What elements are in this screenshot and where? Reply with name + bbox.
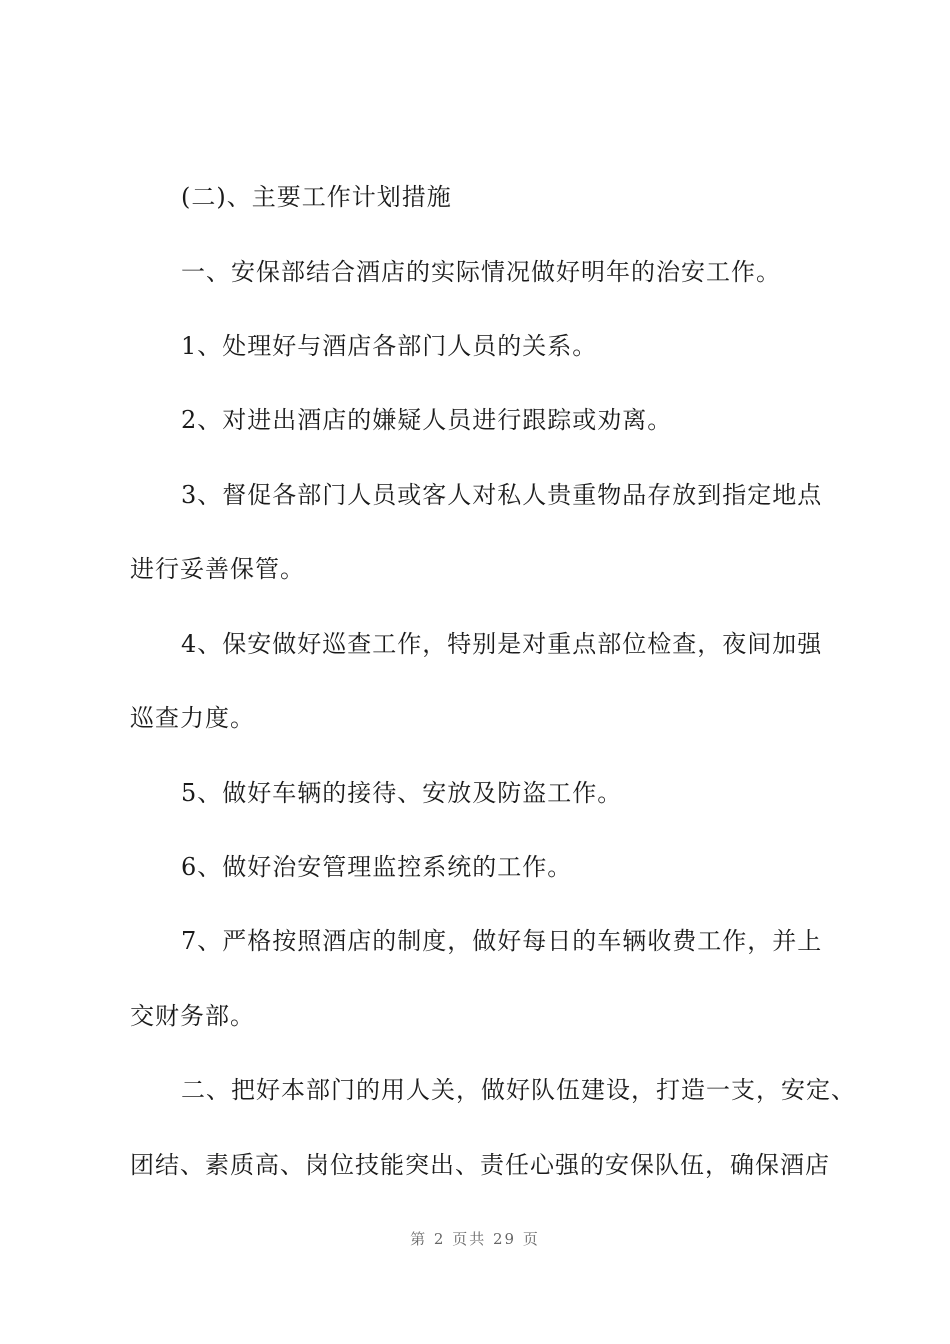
- section-heading: (二)、主要工作计划措施: [181, 183, 452, 211]
- paragraph-line: 进行妥善保管。: [130, 555, 305, 583]
- paragraph-line: 一、安保部结合酒店的实际情况做好明年的治安工作。: [181, 258, 781, 286]
- paragraph-line: 交财务部。: [130, 1002, 255, 1030]
- paragraph-line: 巡查力度。: [130, 704, 255, 732]
- paragraph-line: 团结、素质高、岗位技能突出、责任心强的安保队伍，确保酒店: [130, 1151, 830, 1179]
- paragraph-line: 3、督促各部门人员或客人对私人贵重物品存放到指定地点: [181, 481, 823, 509]
- paragraph-line: 5、做好车辆的接待、安放及防盗工作。: [181, 779, 623, 807]
- paragraph-line: 二、把好本部门的用人关，做好队伍建设，打造一支，安定、: [181, 1076, 856, 1104]
- page-number-footer: 第 2 页共 29 页: [410, 1230, 540, 1248]
- paragraph-line: 1、处理好与酒店各部门人员的关系。: [181, 332, 598, 360]
- paragraph-line: 4、保安做好巡查工作，特别是对重点部位检查，夜间加强: [181, 630, 823, 658]
- paragraph-line: 7、严格按照酒店的制度，做好每日的车辆收费工作，并上: [181, 927, 823, 955]
- paragraph-line: 6、做好治安管理监控系统的工作。: [181, 853, 573, 881]
- paragraph-line: 2、对进出酒店的嫌疑人员进行跟踪或劝离。: [181, 406, 673, 434]
